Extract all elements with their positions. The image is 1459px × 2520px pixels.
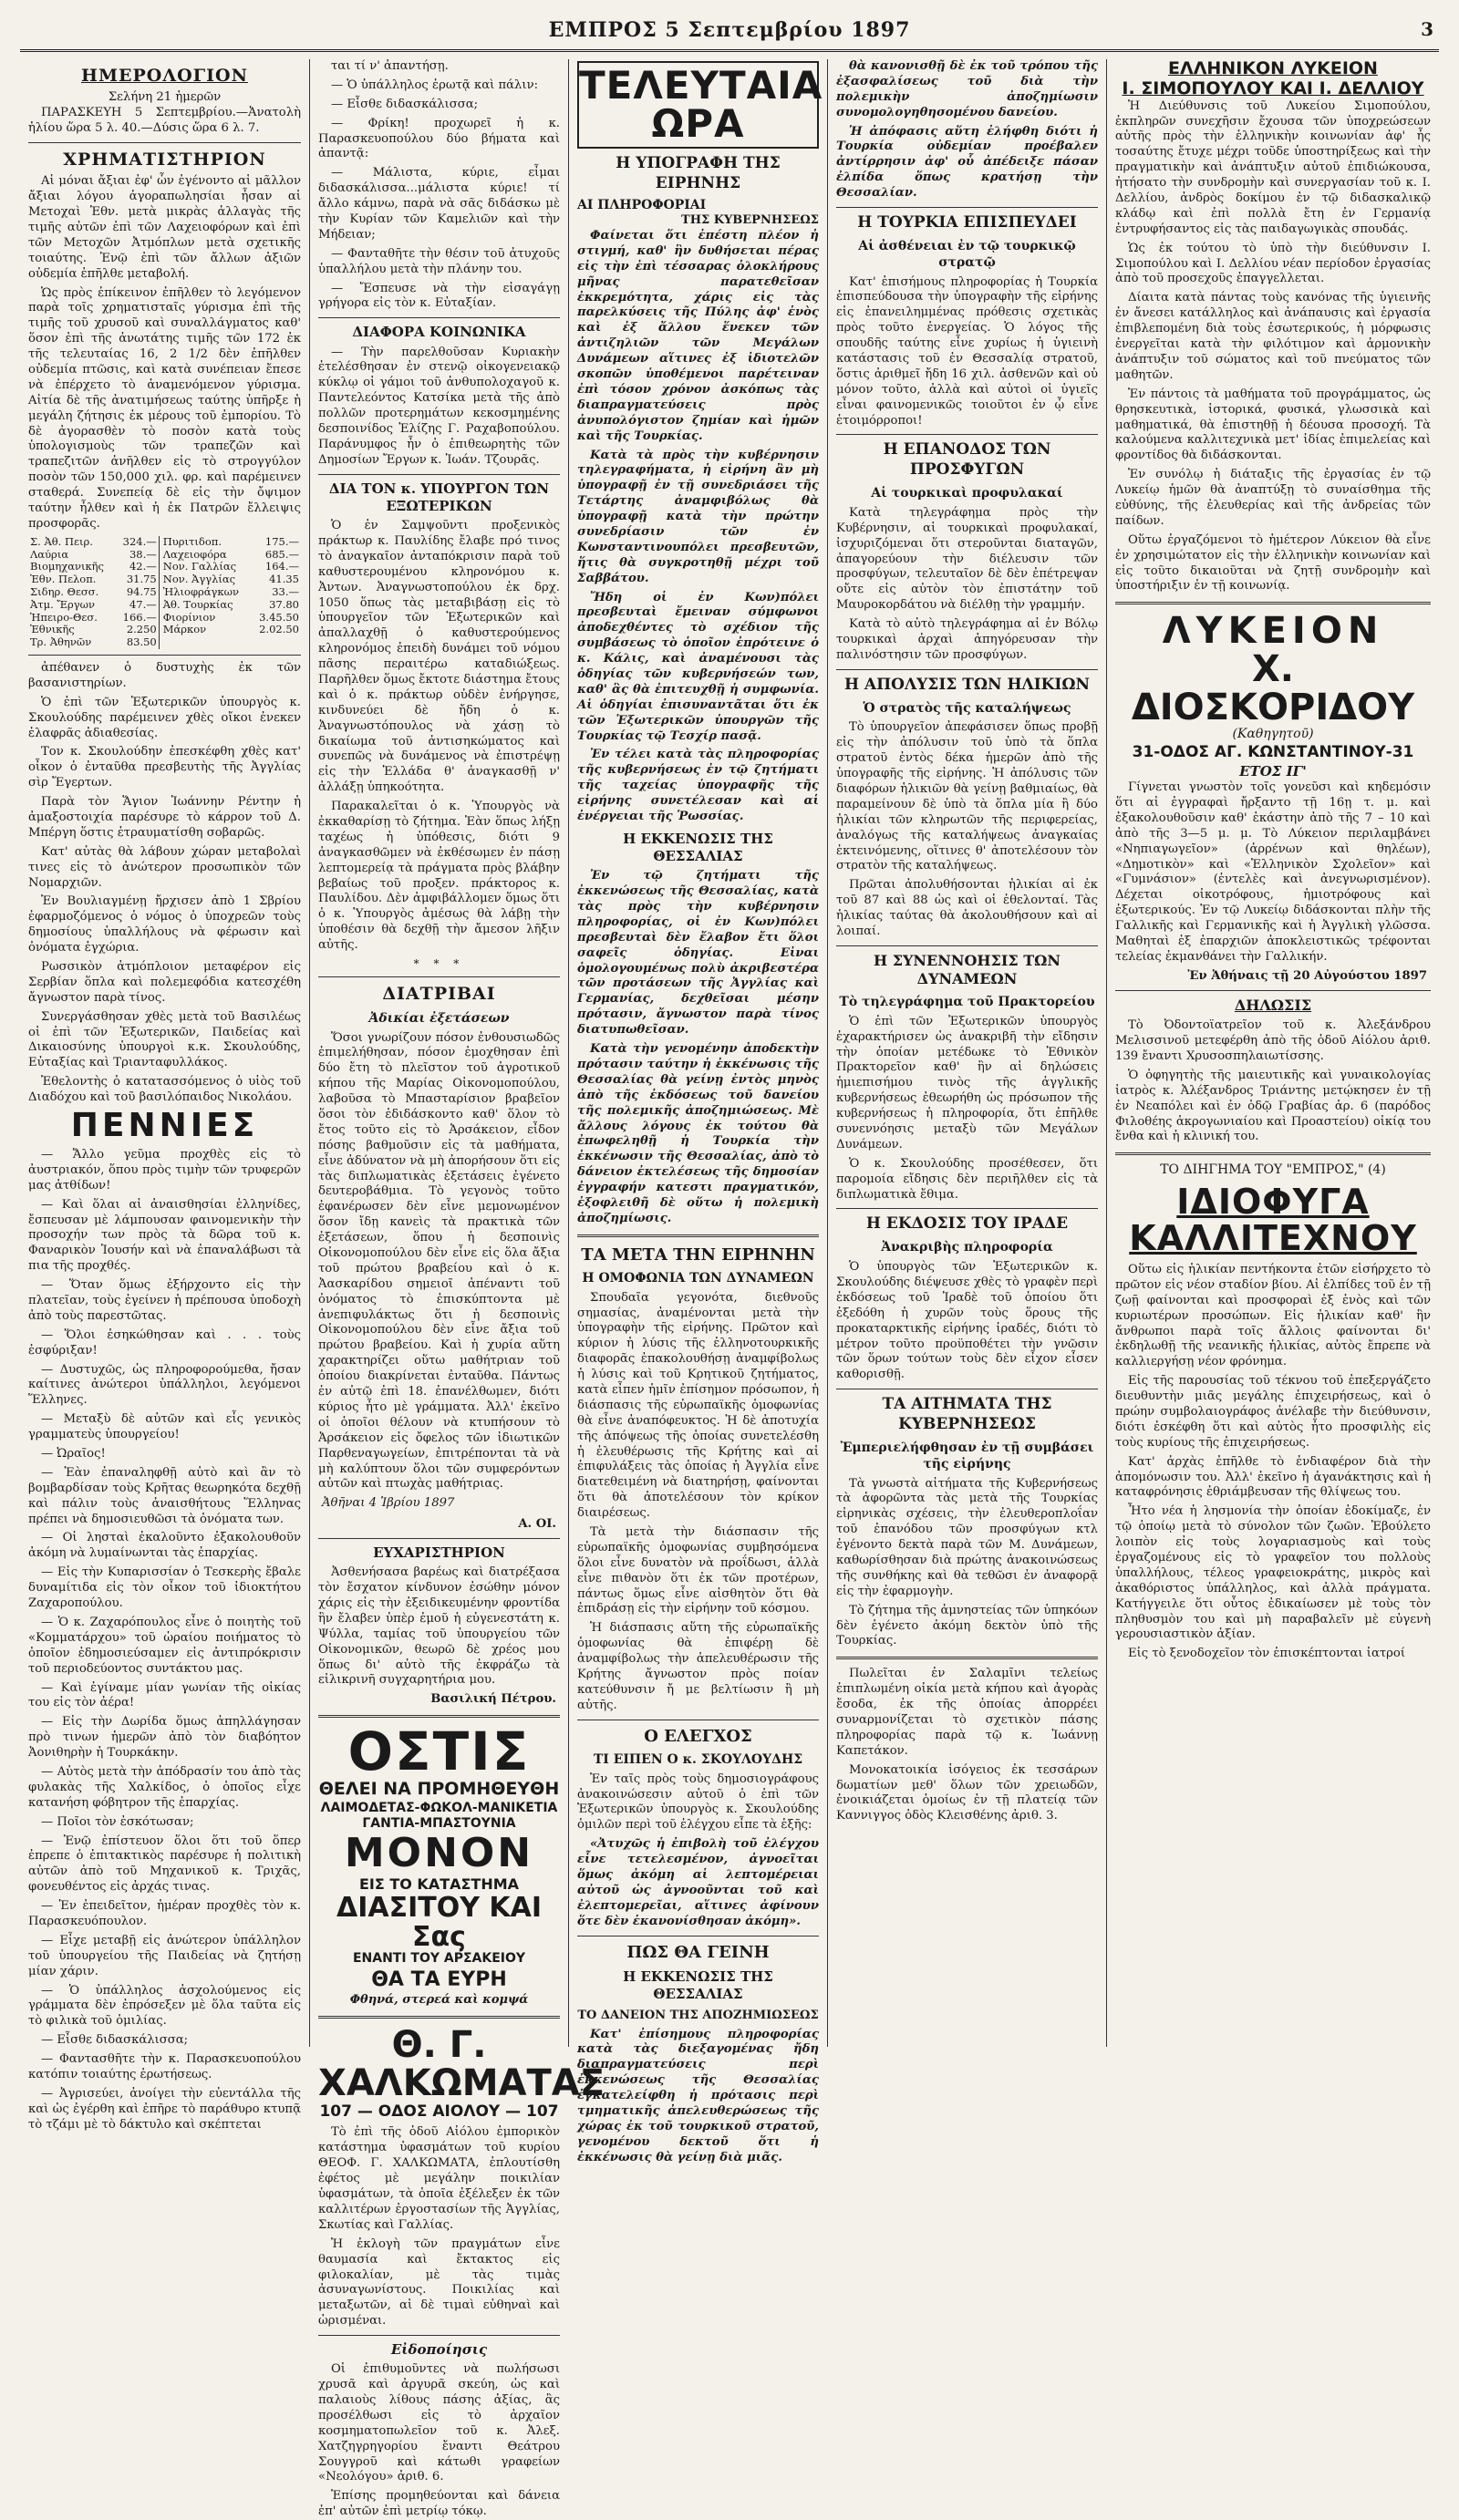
ad-line: ΘΑ ΤΑ ΕΥΡΗ (371, 1967, 507, 1991)
pennies-item: — Ἐν ἐπειδεῖτον, ἡμέραν προχθὲς τὸν κ. Παρασκευόπουλον. (28, 1899, 301, 1928)
rate-row (28, 612, 301, 625)
rate-label: Ἀθ. Τουρκίας (159, 599, 252, 612)
thanks-heading: ΕΥΧΑΡΙΣΤΗΡΙΟΝ (373, 1544, 505, 1562)
rate-label: Σ. Ἀθ. Πειρ. (30, 534, 93, 548)
article-heading: Η ΥΠΟΓΡΑΦΗ ΤΗΣ ΕΙΡΗΝΗΣ (616, 154, 781, 192)
column-4 (828, 59, 1107, 2047)
ad-address: 107 — ΟΔΟΣ ΑΙΟΛΟΥ — 107 (319, 2102, 559, 2121)
article-heading: Η ΕΚΔΟΣΙΣ ΤΟΥ ΙΡΑΔΕ (865, 1214, 1069, 1234)
pennies-item: — Ὠραῖος! (41, 1447, 106, 1461)
paragraph: Ἐν τέλει κατὰ τὰς πληροφορίας τῆς κυβερνήσεως ἐν τῷ ζητήματι τῆς ταχείας ὑπογραφῆς τῆς εἰρήνης συνετέλεσαν καὶ αἱ ἐνέργειαι τῆς Ῥωσσίας. (577, 748, 819, 823)
article-subheading: Ἀνακριβὴς πληροφορία (881, 1240, 1053, 1255)
news-item: Τον κ. Σκουλούδην ἐπεσκέφθη χθὲς κατ' οἶκον ὁ ἐνταῦθα πρεσβευτὴς τῆς Ἀγγλίας σὶρ Ἔγερτων. (28, 745, 301, 790)
news-item: Παρὰ τὸν Ἅγιον Ἰωάννην Ρέντην ἡ ἀμαξοστοιχία παρέσυρε τὸ κάρρον τοῦ Δ. Μπέργη ὅστις ἐτραυματίσθη σοβαρῶς. (28, 795, 301, 840)
paragraph: — Ὁ ὑπάλληλος ἐρωτᾷ καὶ πάλιν: (331, 77, 539, 92)
ad-line: (Καθηγητοῦ) (1232, 727, 1314, 742)
article-subheading: ΑΙ ΠΛΗΡΟΦΟΡΙΑΙ (577, 197, 707, 212)
paragraph: Κατὰ τὰ πρὸς τὴν κυβέρνησιν τηλεγραφήματα, ἡ εἰρήνη ἂν μὴ ὑπογραφῇ ἐν τῇ συνεδριάσει τῆς Τετάρτης ἀναμφιβόλως θὰ ὑπογραφῇ κατὰ τὴν πρώτην συνεδρίασιν τῶν ἐν Κωνσταντινουπόλει πρεσβευτῶν, ἥτις θὰ συγκροτηθῇ μέχρι τοῦ Σαββάτου. (577, 448, 819, 585)
paragraph: Τὸ ἐπὶ τῆς ὁδοῦ Αἰόλου ἐμπορικὸν κατάστημα ὑφασμάτων τοῦ κυρίου ΘΕΟΦ. Γ. ΧΑΛΚΩΜΑΤΑ, ἐπλουτίσθη ἐφέτος μὲ μεγάλην ποικιλίαν ὑφασμάτων, τὰ ὁποῖα ἐξέλεξεν ἐκ τῶν καλλιτέρων ἐργοστασίων τῆς Ἀγγλίας, Σκωτίας καὶ Γαλλίας. (318, 2125, 560, 2232)
article-heading: Η ΣΥΝΕΝΝΟΗΣΙΣ ΤΩΝ ΔΥΝΑΜΕΩΝ (874, 951, 1061, 988)
diatribe-heading: ΔΙΑΤΡΙΒΑΙ (382, 984, 496, 1005)
paragraph: Ἐν ταῖς πρὸς τοὺς δημοσιογράφους ἀνακοινώσεσιν αὐτοῦ ὁ ἐπὶ τῶν Ἐξωτερικῶν ὑπουργὸς κ. Σκουλούδης ὁμιλῶν περὶ τοῦ ἐλέγχου εἶπε τὰ ἑξῆς: (577, 1771, 819, 1833)
rate-label: Τρ. Ἀθηνῶν (30, 635, 92, 649)
article-subheading: Ἐμπεριελήφθησαν ἐν τῇ συμβάσει τῆς εἰρήνης (840, 1440, 1094, 1472)
rate-value: 38.— (129, 547, 157, 561)
rate-label: Λαχειοφόρα (159, 549, 252, 562)
pennies-item: — Εἶσθε διδασκάλισσα; (41, 2033, 189, 2048)
declaration-heading: ΔΗΛΩΣΙΣ (1234, 996, 1312, 1014)
rate-label: Φιορίνιον (159, 612, 252, 625)
calendar-heading: ΗΜΕΡΟΛΟΓΙΟΝ (81, 66, 248, 86)
paragraph: Εἰς τῆς παρουσίας τοῦ τέκνου τοῦ ἐπεξεργάζετο διευθυντὴν μιᾶς μεγάλης ἐπιχειρήσεως, καὶ ὁ πρώην συμβολαιογράφος ἀνέλαβε τὴν διεύθυνσιν, διότι ἐσκέφθη ὅτι καὶ αὐτὸς ἦτο προσφιλὴς εἰς τοὺς κυρίους τῆς ἐπιχειρήσεως. (1115, 1374, 1431, 1450)
paragraph: Τὸ Ὀδοντοϊατρεῖον τοῦ κ. Ἀλεξάνδρου Μελισσινοῦ μετεφέρθη ἀπὸ τῆς ὁδοῦ Αἰόλου ἀριθ. 139 ἔναντι Χρυσοσπηλαιωτίσσης. (1115, 1018, 1431, 1063)
calendar-line: Σελήνη 21 ἡμερῶν (108, 90, 222, 105)
social-heading: ΔΙΑΦΟΡΑ ΚΟΙΝΩΝΙΚΑ (352, 324, 526, 341)
rate-row (28, 573, 301, 586)
paragraph: Ὡς ἐκ τούτου τὸ ὑπὸ τὴν διεύθυνσιν Ι. Σιμοπούλου καὶ Ι. Δελλίου νέαν περίοδον ἐργασίας ἀπὸ τοῦ προσεχοῦς ἐπαγγελλεται. (1115, 241, 1431, 286)
pennies-item: — Μεταξὺ δὲ αὐτῶν καὶ εἷς γενικὸς γραμματεὺς ὑπουργείου! (28, 1412, 301, 1442)
diatribe-signature: Α. ΟΙ. (518, 1517, 556, 1532)
pennies-item: — Ἐὰν ἐπαναληφθῇ αὐτὸ καὶ ἂν τὸ βομβαρδίσαν τοὺς Κρῆτας θεωρηκότα δεχθῇ καὶ πάλιν τοὺς ἀναισθήτους Ἕλληνας πρέπει νὰ δημοσιευθῶσι τὰ ὀνόματα των. (28, 1465, 301, 1526)
pennies-item: — Ὅλοι ἐσηκώθησαν καὶ . . . τοὺς ἐσφύριξαν! (28, 1327, 301, 1358)
rate-label: Ἐθνικῆς (30, 623, 75, 636)
paragraph: Οὕτω εἰς ἡλικίαν πεντήκοντα ἐτῶν εἰσήρχετο τὸ πρῶτον εἰς νέον σταδίον βίου. Αἱ ἐλπίδες τοῦ ἐν τῇ ζωῇ φαίνονται καὶ προσφοραὶ ἐξ ἑνὸς καὶ τῶν κυριωτέρων προσώπων. Εἰς ἡλικίαν καθ' ἣν ἄνθρωποι παρὰ τοῖς ἄλλοις φαίνονται δι' ἐκδηλωθῇ τῆς νεανικῆς ἡλικίας, αὐτὸς ἔπρεπε νὰ καλλιεργήσῃ νέον φρόνημα. (1115, 1263, 1431, 1369)
article-heading: Η ΕΚΚΕΝΩΣΙΣ ΤΗΣ ΘΕΣΣΑΛΙΑΣ (623, 830, 773, 865)
page-number: 3 (1421, 18, 1433, 40)
thanks-signature: Βασιλική Πέτρου. (430, 1692, 556, 1707)
pennies-item: — Ποῖοι τὸν ἐσκότωσαν; (41, 1814, 194, 1829)
rate-value: 3.45.50 (259, 610, 299, 624)
article-heading: Η ΤΟΥΡΚΙΑ ΕΠΙΣΠΕΥΔΕΙ (857, 213, 1077, 232)
pennies-item: — Καὶ ὅλαι αἱ ἀναισθησίαι ἑλληνίδες, ἔσπευσαν μὲ λάμπουσαν φαινομενικὴν τὴν προσοχήν των πρὸς τὰ δῶρα τοῦ κ. Φαναρικὸν Ἰουσήν καὶ νὰ ἐπαναλάβωσι τὰ πια τῆς προχθές. (28, 1197, 301, 1274)
news-item: Ἐν Βουλιαγμένῃ ἤρχισεν ἀπὸ 1 Σβρίου ἐφαρμοζόμενος ὁ νόμος ὁ ὑποχρεῶν τοὺς δημοσίους ὑπαλλήλους νὰ φέρωσιν καὶ ὀνόματα ἐγχώρια. (28, 894, 301, 955)
paragraph: Οἱ ἐπιθυμοῦντες νὰ πωλήσωσι χρυσᾶ καὶ ἀργυρᾶ σκεύη, ὡς καὶ παλαιοὺς λίθους πάσης ἀξίας, ἂς προσέλθωσι εἰς τὸ ἀρχαῖον κοσμηματοπωλεῖον τοῦ κ. Ἀλεξ. Χατζηγρηγορίου ἔναντι Θεάτρου Σουγγροῦ καὶ κάτωθι γραφείων «Νεολόγου» ἀριθ. 6. (318, 2362, 560, 2484)
ad-date: Ἐν Ἀθήναις τῇ 20 Αὐγούστου 1897 (1187, 968, 1427, 983)
rate-value: 164.— (264, 560, 299, 573)
rate-label: Βιομηχανικῆς (30, 560, 104, 573)
article-subheading: Αἱ τουρκικαὶ προφυλακαί (871, 485, 1063, 501)
ad-line: ΔΙΑΣΙΤΟΥ ΚΑΙ Σας (336, 1892, 542, 1953)
rate-value: 685.— (264, 547, 299, 561)
ad-line: ΘΕΛΕΙ ΝΑ ΠΡΟΜΗΘΕΥΘΗ (318, 1779, 560, 1800)
paragraph: Κατὰ τηλεγράφημα πρὸς τὴν Κυβέρνησιν, αἱ τουρκικαὶ προφυλακαί, ἰσχυριζόμεναι ὅτι στεροῦνται διαταγῶν, ἀπαγορεύουν τὴν διέλευσιν τῶν προσφύγων, τελευταῖον δὲ δὲν ἐπέτρεψαν οὔτε εἰς αὐτὸν τὸν ἐπιστάτην τοῦ Μαυροκορδάτου νὰ διέλθῃ τὴν γραμμήν. (836, 505, 1098, 613)
classified-ad: Μονοκατοικία ἰσόγειος ἐκ τεσσάρων δωματίων μεθ' ὅλων τῶν χρειωδῶν, ἐνοικιάζεται ὁμοίως ἐν τῇ πλατείᾳ τῶν Καννιγγος ὁδὸς Κλεισθένης ἀριθ. 3. (836, 1762, 1098, 1823)
paragraph: Ὁ κ. Σκουλούδης προσέθεσεν, ὅτι παρομοία εἴδησις δὲν περιῆλθεν εἰς τὰ διπλωματικὰ ἔθιμα. (836, 1156, 1098, 1202)
lyceum-heading: ΕΛΛΗΝΙΚΟΝ ΛΥΚΕΙΟΝ (1168, 58, 1378, 78)
paragraph: Εἰς τὸ ξενοδοχεῖον τὸν ἐπισκέπτονται ἰατροί (1128, 1647, 1406, 1661)
paragraph: Πρῶται ἀπολυθήσονται ἡλικίαι αἱ ἐκ τοῦ 87 καὶ 88 ὡς καὶ οἱ ἐθελονταί. Τὰς ἡλικίας ταύτας θὰ ἀκολουθήσουν καὶ αἱ λοιπαί. (836, 878, 1098, 939)
ad-headline: ΟΣΤΙΣ (347, 1720, 531, 1783)
paragraph: Τὰ μετὰ τὴν διάσπασιν τῆς εὐρωπαϊκῆς ὁμοφωνίας συμβησόμενα ὅλοι εἶνε δυνατὸν νὰ προΐδωσι, ἀλλὰ εἶνε πιθανὸν ὅτι ἐκ τῶν προτέρων, πάντως ὅμως εἶνε αἰσθητὸν ὅτι θὰ ἐπιδράσῃ εἰς τὴν εἰρήνην τοῦ κόσμου. (577, 1525, 819, 1616)
paragraph: ται τί ν' ἀπαντήσῃ. (331, 59, 449, 73)
paragraph: θὰ κανονισθῇ δὲ ἐκ τοῦ τρόπου τῆς ἐξασφαλίσεως τοῦ διὰ τὴν πολεμικὴν ἀποζημίωσιν συνομολογηθησομένου δανείου. (836, 59, 1098, 119)
rate-label: Λαύρια (30, 547, 69, 561)
article-subheading: ΤΟ ΔΑΝΕΙΟΝ ΤΗΣ ΑΠΟΖΗΜΙΩΣΕΩΣ (577, 2008, 819, 2022)
rate-value: 175.— (264, 534, 299, 548)
paragraph: Σπουδαῖα γεγονότα, διεθνοῦς σημασίας, ἀναμένονται μετὰ τὴν ὑπογραφὴν τῆς εἰρήνης. Πρῶτον καὶ κύριον ἡ λύσις τῆς ἑλληνοτουρκικῆς διαφορᾶς ἐπακολουθήσῃ ἀναμφίβολως ἡ λύσις καὶ τοῦ Κρητικοῦ ζητήματος, κατὰ εἶπεν ἡμῖν ἐπίσημον πρόσωπον, ἡ διάσπασις τῆς εὐρωπαϊκῆς ὁμοφωνίας θὰ εἶνε ἀναπόφευκτος. Ἡ δὲ ἀποτυχία τῆς ἀπόψεως τῆς ὁποίας συνετελέσθη ἡ ἐλευθέρωσις τῆς Κρήτης καὶ αἱ ἐπιφυλάξεις τὰς ὁποίας ἡ Ἀγγλία εἶνε διατεθειμένη νὰ διατηρήσῃ, φαίνονται ὅτι θὰ ἀποτελέσουν τὸν κρίκον διαιρέσεως. (577, 1290, 819, 1521)
ad-line: ΜΟΝΟΝ (344, 1830, 534, 1877)
pennies-item: — Ὁ ὑπάλληλος ἀσχολούμενος εἰς γράμματα δὲν ἐπρόσεξεν μὲ ὅλα ταῦτα εἰς τὸ φιλικὰ τοῦ ὁμιλίας. (28, 1983, 301, 2029)
paragraph: — Ἔσπευσε νὰ τὴν εἰσαγάγῃ γρήγορα εἰς τὸν κ. Εὐταξίαν. (318, 281, 560, 311)
story-label: ΤΟ ΔΙΗΓΗΜΑ ΤΟΥ "ΕΜΠΡΟΣ," (4) (1160, 1162, 1386, 1178)
paragraph: — Τὴν παρελθοῦσαν Κυριακὴν ἐτελέσθησαν ἐν στενῷ οἰκογενειακῷ κύκλῳ οἱ γάμοι τοῦ ἀνθυπολοχαγοῦ κ. Παντελεόντος Κατσίκα μετὰ τῆς ἀπὸ πολλῶν προτερημάτων κεκοσμημένης δεσποινίδος Ἑλίζης Γ. Ραχαβοπούλου. Παράνυμφος ἦν ὁ ἐπιθεωρητὴς τῶν Δημοσίων Ἔργων κ. Ἰωάν. Τζουρᾶς. (318, 345, 560, 467)
last-hour-heading: ΤΕΛΕΥΤΑΙΑ ΩΡΑ (577, 61, 819, 149)
paragraph: Αἱ μόναι ἄξιαι ἐφ' ὧν ἐγένοντο αἱ μᾶλλον ἄξιαι λόγου ἀγοραπωλησίαι ἦσαν αἱ Μετοχαὶ Ἐθν. μετὰ μικρὰς ἀλλαγὰς τῆς τιμῆς αὐτῶν ἐπὶ τῶν Λαχειοφόρων καὶ ἐπὶ τῶν Μετοχῶν Ἀτμόπλων μετὰ σχετικῆς τοιαύτης. Ἐνῷ ἐπὶ τῶν ἄλλων ἀξιῶν οὐδεμία ἐπῆλθε μεταβολή. (28, 174, 301, 281)
ad-line: ΕΝΑΝΤΙ ΤΟΥ ΑΡΣΑΚΕΙΟΥ (352, 1951, 526, 1967)
rate-value: 2.250 (126, 623, 157, 636)
paragraph: Ἦτο νέα ἡ λησμονία τὴν ὁποίαν ἐδοκίμαζε, ἐν τῷ ὁποίῳ μετὰ τὸ σύνολον τῶν ζωῶν. Ἐβούλετο λοιπὸν εἰς τοὺς λογαριασμοὺς καὶ τοὺς ἐργαζομένους εἰς τὸ γραφεῖον του πολλοὺς ὑπαλλήλους, τέλεος γραφειοκράτης, μικρὸς καὶ ἀκαθόριστος ὑπάλληλος, καὶ ἀλλὰ πράγματα. Κατήγγειλε ὅτι οὗτος ἐδικαίωσεν μὲ τοὺς τὸν πληθυσμὸν του καὶ μὴ παραβαλεῖν μὲ εὐγενὴ γερουσιαστικὸν ἀξίαν. (1115, 1504, 1431, 1642)
article-subheading: Η ΕΚΚΕΝΩΣΙΣ ΤΗΣ ΘΕΣΣΑΛΙΑΣ (623, 1967, 773, 2002)
rate-value: 2.02.50 (259, 623, 299, 636)
article-heading: ΠΩΣ ΘΑ ΓΕΙΝΗ (626, 1942, 770, 1962)
column-3 (569, 59, 828, 2164)
rate-value: 37.80 (269, 597, 299, 611)
paragraph: Ὁ ὀφηγητὴς τῆς μαιευτικῆς καὶ γυναικολογίας ἰατρὸς κ. Ἀλέξανδρος Τριάντης μετῴκησεν ἐν τῇ ἐν Νεαπόλει καὶ ἐν ὁδῷ Γραβίας ἀρ. 6 (παρόδος Φιλοθέης ἀκρογωνιαίου καὶ Προαστείου) οἰκίᾳ του ἔνθα καὶ ἡ κλινική του. (1115, 1068, 1431, 1144)
pennies-item: — Καὶ ἐγίναμε μίαν γωνίαν τῆς οἰκίας του εἰς τὸν ἀέρα! (28, 1680, 301, 1710)
rate-row (28, 599, 301, 612)
minister-heading: ΔΙΑ ΤΟΝ κ. ΥΠΟΥΡΓΟΝ ΤΩΝ ΕΞΩΤΕΡΙΚΩΝ (328, 480, 550, 514)
rate-label: Μάρκον (159, 624, 252, 636)
pennies-item: — Φαντασθῆτε τὴν κ. Παρασκευοπούλου κατόπιν τοιαύτης ἐρωτήσεως. (28, 2052, 301, 2081)
pennies-list (28, 1148, 301, 2133)
paragraph: Ἐν τῷ ζητήματι τῆς ἐκκενώσεως τῆς Θεσσαλίας, κατὰ τὰς πρὸς τὴν κυβέρνησιν πληροφορίας, οἱ ἐν Κων)πόλει πρεσβευταὶ δὲν ἔλαβον ἔτι ὅλοι σαφεῖς ὁδηγίας. Εἰναι ὁμολογουμένως πολὺ ἀκριβεστέρα τῶν προτάσεων τῆς Ἀγγλίας καὶ Γερμανίας, δεχθεῖσαι μέσην πρότασιν, ἄγνωστον παρὰ τίνος διατυπωθεῖσαν. (577, 869, 819, 1038)
pennies-item: — Ἐνῷ ἐπίστευον ὅλοι ὅτι τοῦ ὅπερ ἐπρεπε ὁ ἐπιτακτικὸς παρέσυρε ἡ πολιτικὴ αὐτῶν ἀπὸ τοῦ Μηχανικοῦ κ. Τριχᾶς, φονευθέντος εἰς ἀρχάς τινας. (28, 1833, 301, 1895)
paragraph: Τὸ ὑπουργεῖον ἀπεφάσισεν ὅπως προβῇ εἰς τὴν ἀπόλυσιν τοῦ ὑπὸ τὰ ὅπλα στρατοῦ ἐντὸς δέκα ἡμερῶν ἀπὸ τῆς ὑπογραφῆς τῆς εἰρήνης. Ἡ ἀπόλυσις τῶν διαφόρων ἡλικιῶν θὰ γείνῃ βαθμιαίως, θὰ παραμείνουν δὲ ὑπὸ τὰ ὅπλα μία ἢ δύο ἡλικίαι τῶν κληρωτῶν τῆς περιφερείας, ἀναλόγως τῆς καταλήψεως ἀναγκαίας ἐκτεινόμενης, οἵτινες θ' ἀποτελέσουν τὸν στρατὸν τῆς καταλήψεως. (836, 720, 1098, 873)
exchange-heading: ΧΡΗΜΑΤΙΣΤΗΡΙΟΝ (63, 149, 266, 170)
paragraph: Κατ' ἐπίσημους πληροφορίας κατὰ τὰς διεξαγομένας ἤδη διαπραγματεύσεις περὶ ἐκκενώσεως τῆς Θεσσαλίας ἐγκατελείφθη ἡ πρότασις περὶ τμηματικῆς ἀπελευθερώσεως τῆς χώρας ἐκ τοῦ τουρκικοῦ στρατοῦ, γενομένου δεκτοῦ ὅτι ἡ ἐκκένωσις θὰ γείνῃ διὰ μιᾶς. (577, 2027, 819, 2164)
paragraph: Ἡ ἐκλογὴ τῶν πραγμάτων εἶνε θαυμασία καὶ ἔκτακτος εἰς φιλοκαλίαν, μὲ τὰς τιμὰς ἀσυναγωνίστους. Ποικιλίας καὶ μεταξωτῶν, αἱ δὲ τιμαὶ εὐθηναὶ καὶ ὡρισμέναι. (318, 2236, 560, 2329)
diatribe-place: Ἀθῆναι 4 Ἰβρίου 1897 (322, 1496, 455, 1511)
columns (20, 58, 1439, 2519)
pennies-item: — Δυστυχῶς, ὡς πληροφορούμεθα, ἤσαν καίτινες ἀνώτεροι ὑπάλληλοι, λεγόμενοι Ἕλληνες. (28, 1362, 301, 1408)
paragraph: Ὁ ἐπὶ τῶν Ἐξωτερικῶν ὑπουργὸς ἐχαρακτήρισεν ὡς ἀνακριβῆ τὴν εἴδησιν τὴν ὁποίαν μετέδωκε τὸ Ἑθνικὸν Πρακτορεῖον καθ' ἣν αἱ δηλώσεις ἡμιεπισήμου τινὸς τῆς ἀγγλικῆς κυβερνήσεως ἐθεωρήθη ὡς πρόσωπον τῆς κυβερνήσεως ἡ πληροφορία, ὅτι ἐπῆλθε συνεννόησις μεταξὺ τῶν Μεγάλων Δυνάμεων. (836, 1014, 1098, 1152)
paragraph: Τὰ γνωστὰ αἰτήματα τῆς Κυβερνήσεως τὰ ἀφορῶντα τὰς μετὰ τῆς Τουρκίας εἰρηνικὰς σχέσεις, τὴν ἐλευθεροπλοΐαν τοῦ ἐπανόδου τῶν προσφύγων κτλ ἐγένοντο δεκτὰ παρὰ τῶν Μ. Δυνάμεων, καθωρίσθησαν διὰ πρώτης ἀνακοινώσεως τῆς συνθήκης καὶ θὰ τεθῶσι ἐν ἀναφορᾷ εἰς τὴν ἐφαρμογὴν. (836, 1476, 1098, 1598)
rate-value: 47.— (129, 597, 157, 611)
article-heading: Η ΑΠΟΛΥΣΙΣ ΤΩΝ ΗΛΙΚΙΩΝ (843, 675, 1091, 694)
rate-value: 41.35 (269, 573, 299, 586)
column-5 (1107, 59, 1439, 2047)
rate-row (28, 536, 301, 549)
ad-headline: Θ. Γ. ΧΑΛΚΩΜΑΤΑΣ (318, 2023, 605, 2104)
diatribe-subheading: Ἀδικίαι ἐξετάσεων (368, 1010, 510, 1026)
paragraph: — Φανταθῆτε τὴν θέσιν τοῦ ἀτυχοῦς ὑπαλλήλου μετὰ τὴν πλάνην του. (318, 246, 560, 276)
paragraph: Οὕτω ἐργαζόμενοι τὸ ἡμέτερον Λύκειον θὰ εἶνε ἐν χρησιμώτατον εἰς τὴν ἑλληνικὴν κοινωνίαν καὶ εἰς τοῦτο δικαιοῦται νὰ ζητῇ συνδρομὴν καὶ ὑποστήριξιν ἐν τῇ κοινωνίᾳ. (1115, 532, 1431, 594)
rate-value: 324.— (122, 534, 157, 548)
rate-label: Ἀτμ. Ἔργων (30, 597, 96, 611)
paragraph: Ὅσοι γνωρίζουν πόσον ἐνθουσιωδῶς ἐπιμελήθησαν, πόσον ἐμοχθησαν ἐπὶ δύο ἔτη τὸ πλεῖστον τοῦ ἀγροτικοῦ κήπου τῆς Μαρίας Οἰκονομοπούλου, λαβοῦσα τὸ Μπασταρίσιον βραβεῖον ὅσοι τὸν ἐδιδάσκοντο καθ' ὅλον τὸ ἔτος τοῦτο εἰς τὸ Ἀρσάκειον, εἶδον πόσης βαθμοῦσιν εἰς τὰ μαθήματα, εἶνε ἀδύνατον νὰ μὴ ἀπορήσουν ὅτι εἰς τὰς διπλωματικὰς ἐξετάσεις ἐγένετο δευτεροβάθμια. Τὸ γεγονὸς τοῦτο ἐφανέρωσεν δὲν εἶνε μεμονωμένον ὅσον ἴδῃ κανεὶς τὰ πρακτικὰ τῶν ἐξετάσεων, ὅπου ἡ δεσποινὶς Οἰκονομοπούλου δὲν εἶνε εἰς ὅλα ἄξια τοῦ πρώτου βραβείου καὶ ὁ κ. Ἀασκαρίδου σημειοῖ ἀπέναντι τοῦ ὀνόματος τὸ ἐπισκύπτοντα μὲ ἀνεπιφυλάκτως ὅτι ἡ δεσποινὶς Οἰκονομοπούλου δὲν εἶνε ἄξια τοῦ πρώτου βραβείου. Καὶ ἡ χυρία αὕτη χαρακτηρίζει οὕτω μαθήτριαν τοῦ ὁποίου διακρίνεται ἐνταῦθα. Πάντως ἐν αὐτῷ ἐπὶ 18. ἐπανέλθωμεν, διότι κύριος ἦτο μὲ γράμματα. Ἀλλ' ἐκεῖνο οἱ ὁποῖοι θέλουν νὰ κτυπήσουν τὸ Ἀρσάκειον εἰς ὄφελος τῶν ἰδιωτικῶν Παρθεναγωγείων, ἐπιτρέπονται τὰ νὰ μὴ καλύπτουν ὅλοι τῶν συμφερόντων αὐτῶν καὶ πτωχὰς μαθήτριας. (318, 1030, 560, 1492)
paragraph: Κατὰ τὴν γενομένην ἀποδεκτὴν πρότασιν ταύτην ἡ ἐκκένωσις τῆς Θεσσαλίας θὰ γείνῃ ἐντὸς μηνὸς ἀπὸ τῆς ἐκδόσεως τοῦ δανείου τῆς πολεμικῆς ἀποζημιώσεως. Μὲ ἄλλους λόγους ἐκ τούτου θὰ ἐπωφεληθῇ ἡ Τουρκία τὴν ἐκκένωσιν τῆς Θεσσαλίας, ἀπὸ τὸ δάνειον ἐκτελέσεως τῆς δημοσίαν ἐγγραφήν κατεστι πραγματικόν, ἐξοφλειθῆ δὲ οὕτω ἡ πολεμικὴ ἀποζημίωσις. (577, 1042, 819, 1225)
ad-headline: ΛΥΚΕΙΟΝ (1162, 610, 1384, 653)
pennies-item: — Εἶχε μεταβῇ εἰς ἀνώτερον ὑπάλληλον τοῦ ὑπουργείου τῆς Παιδείας νὰ ζητήσῃ μίαν χάριν. (28, 1933, 301, 1978)
paragraph: Τὸ ζήτημα τῆς ἀμνηστείας τῶν ὑπηκόων δὲν ἐγένετο ἀκόμη δεκτὸν ὑπὸ τῆς Τουρκίας. (836, 1603, 1098, 1648)
paragraph: Ὡς πρὸς ἐπίκεινον ἐπῆλθεν τὸ λεγόμενον παρὰ τοῖς χρηματισταῖς γύρισμα ἐπὶ τῆς τιμῆς τοῦ χρυσοῦ καὶ συναλλάγματος καθ' ὅσον ἐπὶ τῆς ἀνωτάτης τιμῆς τῶν 172 ἐκ τῆς τελευταίας 16, 2 1/2 δὲν ἐπῆλθεν οὐδεμία πτῶσις, καὶ κατὰ συνέπειαν ἔπεσε νὰ ἐπέρχετο τὸ ἀναμενόμενον γύρισμα. Αἰτία δὲ τῆς ἀνατιμήσεως ταύτης ὑπῆρξε ἡ μεγάλη ζήτησις ἐκ μέρους τοῦ ἐμπορίου. Τὸ δὲ ἀγορασθὲν τὸ ποσὸν κατὰ τοὺς ὑπολογισμοὺς τῶν τραπεζῶν καὶ τραπεζιτῶν ἀνῆλθεν εἰς τὸ στρογγύλον ποσὸν τῶν 150,000 χιλ. φρ. καὶ παρέμεινεν σταθερά. Συνεπείᾳ δὲ εἰς τὴν ὄψιμον ταύτην ἦλθεν καὶ ἡ ἐκ Πατρῶν ἔλλειψις προσφορᾶς. (28, 285, 301, 531)
article-subheading: Η ΟΜΟΦΩΝΙΑ ΤΩΝ ΔΥΝΑΜΕΩΝ (582, 1270, 814, 1286)
article-heading: Η ΕΠΑΝΟΔΟΣ ΤΩΝ ΠΡΟΣΦΥΓΩΝ (883, 440, 1051, 480)
news-item: Ἐθελοντὴς ὁ κατατασσόμενος ὁ υἱὸς τοῦ Διαδόχου καὶ τοῦ βασιλόπαιδος Νικολάου. (28, 1075, 301, 1105)
paragraph: Κατ' ἐπισήμους πληροφορίας ἡ Τουρκία ἐπισπεύδουσα τὴν ὑπογραφὴν τῆς εἰρήνης εἰς ἐπανειλημμένας πρόθεσις σχετικὰς πρὸς τοῦτο ἐνεργείας. Ὁ λόγος τῆς σπουδῆς ταύτης εἶνε χυρίως ἡ ὑγιεινὴ κατάστασις τοῦ ἐν Θεσσαλίᾳ στρατοῦ, ὅστις ἀριθμεῖ ἤδη 16 χιλ. ἀσθενῶν καὶ οὐ μόνον τοῦτο, ἀλλὰ καὶ αὐτοὶ οἱ ὑγιεῖς εἶναι φαινομενικῶς τοιοῦτοι ἐν ᾧ εἶνε ἑτοιμόρροποι! (836, 274, 1098, 428)
notice-heading: Εἰδοποίησις (390, 2341, 488, 2359)
article-subheading: Ὁ στρατὸς τῆς καταλήψεως (863, 700, 1071, 716)
continued-text (318, 59, 560, 312)
ad-headline: Χ. ΔΙΟΣΚΟΡΙΔΟΥ (1131, 648, 1415, 729)
news-item: Συνεργάσθησαν χθὲς μετὰ τοῦ Βασιλέως οἱ ἐπὶ τῶν Ἐξωτερικῶν, Παιδείας καὶ Δικαιοσύνης ὑπουργοὶ κ.κ. Σκουλούδης, Εὐταξίας καὶ Τριανταφυλλάκος. (28, 1009, 301, 1070)
rate-label: Ἠλιοφράγκων (159, 586, 252, 599)
pennies-item: — Ἀγρισεύει, ἀνοίγει τὴν εὐεντάλλα τῆς καὶ ὡς ἐγέρθη καὶ ἐπῆρε τὸ παράθυρο κτυπᾷ τὸ τζάμι μὲ τὸ δάκτυλο καὶ σκέπτεται (28, 2086, 301, 2132)
article-subheading: Αἱ ἀσθένειαι ἐν τῷ τουρκικῷ στρατῷ (858, 238, 1076, 270)
paragraph: Ἐν πάντοις τὰ μαθήματα τοῦ προγράμματος, ὡς θρησκευτικὰ, ἱστορικά, φυσικά, γλωσσικὰ καὶ μαθηματικά, θὰ ἐπιστηθῇ ἡ δέουσα προσοχή. Τὰ καλούμενα καλλιτεχνικὰ μετ' ἰδίας ἐπιμελείας καὶ φροντίδος θὰ διδάσκονται. (1115, 387, 1431, 463)
rate-value: 31.75 (126, 573, 157, 586)
exchange-rates-table (28, 536, 301, 649)
pennies-item: — Εἰς τὴν Κυπαρισσίαν ὁ Τεσκερὴς ἔβαλε δυναμίτιδα εἰς τὸν οἶκον τοῦ ἰδιοκτήτου Ζαχαροπούλου. (28, 1565, 301, 1611)
paragraph: Παρακαλεῖται ὁ κ. Ὑπουργὸς νὰ ἐκκαθαρίσῃ τὸ ζήτημα. Ἐὰν ὅπως λήξῃ ταχέως ἡ ὑπόθεσις, διότι 9 ἀναγκασθῶμεν νὰ ἐκθέσωμεν ἐν πάσῃ λεπτομερείᾳ τὰ πράγματα πρὸς βλάβην βεβαίως τοῦ προξεν. πράκτορος κ. Παυλίδου. Δὲν ἀμφιβάλλομεν ὅμως ὅτι ὁ κ. Ὑπουργὸς ἀμέσως θὰ λάβῃ τὴν ὑποθέσιν θὰ δεχθῇ τὴν ἄμεσον λῆξιν αὐτῆς. (318, 800, 560, 953)
column-1 (20, 59, 310, 2132)
masthead (20, 13, 1439, 52)
rate-row (28, 586, 301, 599)
paragraph: Ἀσθενήσασα βαρέως καὶ διατρέξασα τὸν ἔσχατον κίνδυνον ἐσώθην μόνον χάρις εἰς τὴν ἐξειδικευμένην φροντίδα ἣν ἔλαβεν ὑπὲρ ἐμοῦ ἡ εὐγενεστάτη κ. Ψύλλα, ταμίας τοῦ ὑπουργείου τῶν Οἰκονομικῶν, θεωρῶ δὲ χρέος μου ὅπως δι' αὐτὸ τῆς ἐκφράζω τὰ εἰλικρινῆ συγχαρητήρια μου. (318, 1565, 560, 1688)
rate-label: Πυριτιδοπ. (159, 536, 252, 549)
rate-value: 33.— (272, 584, 299, 598)
paragraph: Ὁ ἐν Σαμψοῦντι προξενικὸς πράκτωρ κ. Παυλίδης ἔλαβε πρό τινος τὸ ἀναγκαῖον ἀνταπόκρισιν παρὰ τοῦ καθυστερουμένου κληρονόμου κ. Ἀντων. Ἀναγνωστοπούλου ἐκ δρχ. 1050 ὅπως τὰς μεταβιβάσῃ εἰς τὸ ὑπουργεῖον τῶν Ἐξωτερικῶν καὶ ἀπαλλαχθῇ ὁ καθυστερούμενος κληρονόμος ἐπειδὴ δυνάμει τοῦ νόμου πᾶσης περαιτέρω καταδιώξεως. Παρῆλθεν ὅμως ἔκτοτε διάστημα ἔτους καὶ ὁ κ. πράκτωρ οὐδὲν ἐνήργησε, κινδυνεύει δὲ ἤδη ὁ κ. Ἀναγνωστόπουλος νὰ χάσῃ τὸ δικαίωμα τοῦ ἀντισηκώματος καὶ συνεπῶς νὰ δυνάμενος νὰ ἐπιστρέψῃ εἰς τὴν Ἑλλάδα θ' ἀναγκασθῇ ν' ἀλλάξῃ ὑπηκοότητα. (318, 519, 560, 795)
rate-label: Σιδηρ. Θεσσ. (30, 584, 99, 598)
page-title: ΕΜΠΡΟΣ 5 Σεπτεμβρίου 1897 (548, 18, 911, 42)
pennies-item: — Ὅταν ὅμως ἐξήρχοντο εἰς τὴν πλατεῖαν, τοὺς ἐγείνεν ἡ πρέπουσα ὑποδοχὴ ἀπὸ τοὺς παρεστῶτας. (28, 1278, 301, 1323)
article-subheading: ΤΗΣ ΚΥΒΕΡΝΗΣΕΩΣ (681, 213, 819, 228)
news-item: ἀπέθανεν ὁ δυστυχὴς ἐκ τῶν βασανιστηρίων. (28, 660, 301, 690)
paragraph: — Φρίκη! προχωρεῖ ἡ κ. Παρασκευοπούλου δύο βήματα καὶ ἀπαντᾷ: (318, 116, 560, 161)
article-subheading: Τὸ τηλεγράφημα τοῦ Πρακτορείου (839, 994, 1095, 1009)
ad-line: Φθηνά, στερεά καὶ κομψά (349, 1993, 529, 2008)
ad-address: 31-ΟΔΟΣ ΑΓ. ΚΩΝΣΤΑΝΤΙΝΟΥ-31 (1132, 743, 1414, 762)
rate-value: 94.75 (126, 584, 157, 598)
paragraph: Κατ' ἀρχὰς ἐπῆλθε τὸ ἐνδιαφέρον διὰ τὴν ἀπομόνωσιν του. Ἀλλ' ἐκεῖνο ἡ ἀγανάκτησις καὶ ἡ καταφρόνησις ἐθριάμβευσαν τῆς θλίψεως του. (1115, 1454, 1431, 1500)
advertisement-chalkomatas (318, 2023, 605, 2122)
paragraph: — Εἶσθε διδασκάλισσα; (331, 97, 479, 111)
paragraph: «Ἀτυχῶς ἡ ἐπιβολὴ τοῦ ἐλέγχου εἶνε τετελεσμένον, ἀγνοεῖται ὅμως ἀκόμη αἱ λεπτομέρειαι αὐτοῦ ὡς ἀγνοοῦνται τοῦ καὶ ἐλεπτομερεῖαι, αἵτινες ἀφίνουν ὅτε δὲν ἐκανονίσθησαν ἀκόμη». (577, 1837, 819, 1928)
rate-row (28, 636, 301, 649)
advertisement-dioskoridou (1115, 612, 1431, 984)
paragraph: Ἡ Διεύθυνσις τοῦ Λυκείου Σιμοπούλου, ἐκπληρῶν συνεχῆσιν ἔχουσα τῶν ὑποχρεώσεων αὐτῆς πρὸς τὴν ἑλληνικὴν κοινωνίαν ἀφ' ἧς τοσαύτης ἔτυχε μέχρι τοῦδε ὑποστηρίξεως καὶ τὴν πραγματικὴν καὶ ἀνάπτυξιν αὐτοῦ ἐπιδιώκουσα, ἠτήσατο τὴν συνδρομὴν καὶ συνεργασίαν τοῦ κ. Ι. Δελλίου, ἀνδρὸς δοκίμου ἐν τῷ διδασκαλικῷ κλάδῳ καὶ ἐπὶ πολλὰ ἔτη ἐν Γερμανίᾳ ἐντρυφήσαντος εἰς τὰς παιδαγωγικὰς σπουδάς. (1115, 98, 1431, 236)
paragraph: Ἐπίσης προμηθεύονται καὶ δάνεια ἐπ' αὐτῶν ἐπὶ μετρίῳ τόκῳ. (318, 2489, 560, 2519)
rate-label: Νον. Ἀγγλίας (159, 573, 252, 586)
lyceum-heading: Ι. ΣΙΜΟΠΟΥΛΟΥ ΚΑΙ Ι. ΔΕΛΛΙΟΥ (1122, 77, 1424, 98)
rate-value: 83.50 (126, 635, 157, 649)
pennies-item: — Αὐτὸς μετὰ τὴν ἀπόδρασίν του ἀπὸ τὰς φυλακὰς τῆς Χαλκίδος, ὁ ὁποῖος εἶχε κατανήση φόβητρον τῆς ἐπαρχίας. (28, 1764, 301, 1810)
article-heading: ΤΑ ΜΕΤΑ ΤΗΝ ΕΙΡΗΝΗΝ (581, 1245, 815, 1265)
paragraph: Ἡ διάσπασις αὕτη τῆς εὐρωπαϊκῆς ὁμοφωνίας θὰ ἐπιφέρῃ δὲ ἀναμφίβολως τὴν ἀπελευθέρωσιν τῆς Κρήτης ἄγνωστον πρὸς ποίαν κατεύθυνσιν ἤ με βελτίωσιν ἢ μὴ αὐτῆς. (577, 1621, 819, 1712)
rate-row (28, 561, 301, 573)
rate-label: Νον. Γαλλίας (159, 561, 252, 573)
pennies-item: — Οἱ λησταὶ ἐκαλοῦντο ἐξακολουθοῦν ἀκόμη νὰ λυμαίνωνται τὰς ἐπαρχίας. (28, 1531, 301, 1561)
rate-row (28, 549, 301, 562)
ad-line: ΛΑΙΜΟΔΕΤΑΣ-ΦΩΚΟΛ-ΜΑΝΙΚΕΤΙΑ (320, 1800, 558, 1815)
paragraph: Ὁ ὑπουργὸς τῶν Ἐξωτερικῶν κ. Σκουλούδης διέψευσε χθὲς τὸ γραφὲν περὶ ἐκδόσεως τοῦ Ἰραδὲ τοῦ ὁποίου ὅτι ἐξεδόθη ἡ χυρῶν τοὺς ὅρους τῆς προκαταρκτικῆς εἰρήνης ἰραδές, διότι τὸ μέτρον τοῦτο προϋποθέτει τὴν γνῶσιν τῶν ὅρων τούτων τοὺς δὲν εἶχον εἶσεν καθορισθῇ. (836, 1260, 1098, 1382)
article-heading: Ο ΕΛΕΓΧΟΣ (644, 1726, 752, 1746)
rate-label: Ἡπειρο-Θεσ. (30, 610, 98, 624)
article-heading: ΤΑ ΑΙΤΗΜΑΤΑ ΤΗΣ ΚΥΒΕΡΝΗΣΕΩΣ (882, 1395, 1052, 1433)
ad-line: ΓΑΝΤΙΑ-ΜΠΑΣΤΟΥΝΙΑ (362, 1816, 516, 1832)
paragraph: Δίαιτα κατὰ πάντας τοὺς κανόνας τῆς ὑγιεινῆς ἐν ἄνεσει κατάλληλος καὶ ἀνάπαυσις καὶ ἐργασία ἐπιβλεπομένη διὰ τοὺς ἐσωτερικούς, ἡ μόρφωσις ἐνεργεῖται κατὰ τὴν φιλότιμον καὶ ἀρμονικὴν ἀνάπτυξιν τοῦ σώματος καὶ τοῦ πνεύματος τῶν μαθητῶν. (1115, 291, 1431, 382)
article-subheading: ΤΙ ΕΙΠΕΝ Ο κ. ΣΚΟΥΛΟΥΔΗΣ (593, 1751, 803, 1767)
paragraph: Κατὰ τὸ αὐτὸ τηλεγράφημα αἱ ἐν Βόλῳ τουρκικαὶ ἀρχαὶ ἀπηγόρευσαν τὴν παλινόστησιν τῶν προσφύγων. (836, 617, 1098, 662)
pennies-heading: ΠΕΝΝΙΕΣ (70, 1107, 259, 1144)
ad-line: ΕΙΣ ΤΟ ΚΑΤΑΣΤΗΜΑ (358, 1875, 520, 1893)
rate-label (159, 636, 252, 649)
classified-ad: Πωλεῖται ἐν Σαλαμῖνι τελείως ἐπιπλωμένη οἰκία μετὰ κήπου καὶ ἀγορὰς ἔσοδα, ἐκ τῆς ὁποίας ἀπορρέει συναρμονίζεται τὸ σχετικὸν πάσης πληροφορίας παρὰ τῷ κ. Ἰωάννῃ Καπετάκον. (836, 1667, 1098, 1758)
calendar-line: ΠΑΡΑΣΚΕΥΗ 5 Σεπτεμβρίου.—Ἀνατολὴ ἡλίου ὥρα 5 λ. 40.—Δύσις ὥρα 6 λ. 7. (28, 106, 301, 136)
rate-value (252, 636, 301, 649)
news-item: Ὁ ἐπὶ τῶν Ἐξωτερικῶν ὑπουργὸς κ. Σκουλούδης παρέμεινεν χθὲς οἴκοι ἐνεκεν ἐλαφρᾶς ἀδιαθεσίας. (28, 695, 301, 740)
paragraph: Ἤδη οἱ ἐν Κων)πόλει πρεσβευταὶ ἔμειναν σύμφωνοι ἀποδεχθέντες τὸ σχέδιον τῆς συμβάσεως τὸ ὁποῖον ἐπρότεινε ὁ κ. Κάλις, καὶ ἀναμένουσι τὰς ὁδηγίας τῶν κυβερνήσεών των, καθ' ἃς θὰ ἐπιτευχθῇ ἡ συμφωνία. Αἱ ὁδηγίαι ἐπισυναντᾶται ὅτι ἐκ τῶν Ἐξωτερικῶν ὑπουργῶν τῆς Τουρκίας τῷ Τεσχίρ πασᾷ. (577, 590, 819, 743)
pennies-item: — Εἰς τὴν Δωρίδα ὅμως ἀπηλλάγησαν πρὸ τινων ἡμερῶν ἀπὸ τὸν διαβόητον Ἀονιθηρὴν ἡ Τουρκάκην. (28, 1715, 301, 1761)
paragraph: Γίγνεται γνωστὸν τοῖς γονεῦσι καὶ κηδεμόσιν ὅτι αἱ ἐγγραφαὶ ἤρξαντο τῇ 16ῃ τ. μ. καὶ ἐξακολουθοῦσιν καθ' ἑκάστην ἀπὸ τῆς 7 – 10 καὶ ἀπὸ τῆς 3—5 μ. μ. Τὸ Λύκειον περιλαμβάνει «Νηπιαγωγεῖον» (ἀρρένων καὶ θηλέων), «Δημοτικὸν» καὶ «Ἑλληνικὸν Σχολεῖον» καὶ «Γυμνάσιον» (ἐντελὲς καὶ ἀνεγνωρισμένον). Δέχεται οἰκοτρόφους, ἡμιοτρόφους καὶ ἐξωτερικούς. Ἐν τῷ Λυκείῳ διδάσκονται πλὴν τῆς Γαλλικῆς καὶ Γερμανικῆς καὶ ἡ Ἀγγλικὴ γλῶσσα. Μαθηταὶ ἐξ ἐπαρχιῶν ἀποκλειστικῶς τρέφονται τελείας ἐκμανθάνει τὴν Γαλλικήν. (1115, 780, 1431, 964)
rate-row (28, 624, 301, 636)
paragraph: — Μάλιστα, κύριε, εἶμαι διδασκάλισσα...μάλιστα κύριε! τί ἄλλο κάμνω, παρὰ νὰ σᾶς διδάσκω μὲ τὴν Κυρίαν τῶν Καμελιῶν καὶ τὴν Μήδειαν; (318, 166, 560, 242)
rate-value: 166.— (122, 610, 157, 624)
rate-value: 42.— (129, 560, 157, 573)
paragraph: Ἡ ἀπόφασις αὕτη ἐλήφθη διότι ἡ Τουρκία οὐδεμίαν προέβαλεν ἀντίρρησιν ἀφ' οὗ ἀπέδειξε πάσαν ἐλπίδα ὅπως κρατήσῃ τὴν Θεσσαλίαν. (836, 124, 1098, 201)
pennies-item: — Ἄλλο γεῦμα προχθὲς εἰς τὸ ἀυστριακόν, ὅπου πρὸς τιμὴν τῶν τρυφερῶν μας ἀτθίδων! (28, 1148, 301, 1193)
ad-line: ΕΤΟΣ ΙΓ' (1239, 762, 1307, 780)
news-item: Ρωσσικὸν ἀτμόπλοιον μεταφέρον εἰς Σερβίαν ὅπλα καὶ πολεμεφόδια κατεσχέθη ἄγνωστον παρὰ τίνος. (28, 959, 301, 1005)
paragraph: Φαίνεται ὅτι ἐπέστη πλέον ἡ στιγμή, καθ' ἣν δυθήσεται πέρας εἰς τὴν ἐπὶ τέσσαρας ὁλοκλήρους μῆνας παρατεθεῖσαν ἐκκρεμότητα, χάρις εἰς τὰς παρελκύσεις τῆς Πύλης ἀφ' ἑνὸς καὶ ἐξ ἄλλου ἕνεκεν τῶν ἀντιζηλιῶν τῶν Μεγάλων Δυνάμεων αἵτινες ἐξ ἰδιοτελῶν σκοπῶν ὑποθέμενοι παρέτειναν ἐπὶ τόσον χρόνον ἀσκόπως τὰς διαπραγματεύσεις πρὸς ἀνυπολόγιστον ζημίαν καὶ ἡμῶν καὶ τῆς Τουρκίας. (577, 229, 819, 443)
paragraph: Ἐν συνόλῳ ἡ διάταξις τῆς ἐργασίας ἐν τῷ Λυκείῳ ἡμῶν θὰ ἀναπτύξῃ τὸ συναίσθημα τῆς εὐθύνης, τῆς ἐλευθερίας καὶ τῆς ἀνδρείας τῶν παίδων. (1115, 468, 1431, 528)
pennies-item: — Ὁ κ. Ζαχαρόπουλος εἶνε ὁ ποιητὴς τοῦ «Κομματάρχου» τοῦ ὡραίου ποιήματος τὸ ὁποῖον ἐδημοσιεύσαμεν εἰς ἀντιπρόκρισιν τοῦ περιοδεύοντος συντάκτου μας. (28, 1615, 301, 1676)
column-2: ται τί ν' ἀπαντήσῃ. — Ὁ ὑπάλληλος ἐρωτᾷ καὶ πάλιν: — Εἶσθε διδασκάλισσα; — Φρίκη! προχωρεῖ ἡ κ. Παρασκευοπούλου δύο βήματα καὶ ἀπαντᾷ: — Μάλιστα, κύριε, εἶμαι διδασκάλισσα...μάλιστα κύριε! τί ἄλλο κάμνω, παρὰ νὰ σᾶς διδάσκω μὲ τὴν Κυρίαν τῶν Καμελιῶν καὶ τὴν Μήδειαν; — Φανταθῆτε τὴν θέσιν τοῦ ἀτυχοῦς ὑπαλλήλου μετὰ τὴν πλάνην του. — Ἔσπευσε νὰ τὴν εἰσαγάγῃ γρήγορα εἰς τὸν κ. Εὐταξίαν. ΔΙΑΦΟΡΑ ΚΟΙΝΩΝΙΚΑ — Τὴν παρελθοῦσαν Κυριακὴν ἐτελέσθησαν ἐν στενῷ οἰκογενειακῷ κύκλῳ οἱ γάμοι τοῦ ἀνθυπολοχαγοῦ κ. Παντελεόντος Κατσίκα μετὰ τῆς ἀπὸ πολλῶν προτερημάτων κεκοσμημένης δεσποινίδος Ἑλίζης Γ. Ραχαβοπούλου. Παράνυμφος ἦν ὁ ἐπιθεωρητὴς τῶν Δημοσίων Ἔργων κ. Ἰωάν. Τζουρᾶς. ΔΙΑ ΤΟΝ κ. ΥΠΟΥΡΓΟΝ ΤΩΝ ΕΞΩΤΕΡΙΚΩΝ Ὁ ἐν Σαμψοῦντι προξενικὸς πράκτωρ κ. Παυλίδης ἔλαβε πρό τινος τὸ ἀναγκαῖον ἀνταπόκρισιν παρὰ τοῦ καθυστερουμένου κληρονόμου κ. Ἀντων. Ἀναγνωστοπούλου ἐκ δρχ. 1050 ὅπως τὰς μεταβιβάσῃ εἰς τὸ ὑπουργεῖον τῶν Ἐξωτερικῶν καὶ ἀπαλλαχθῇ ὁ καθυστερούμενος κληρονόμος ἐπειδὴ δυνάμει τοῦ νόμου πᾶσης περαιτέρω καταδιώξεως. Παρῆλθεν ὅμως ἔκτοτε διάστημα ἔτους καὶ ὁ κ. πράκτωρ οὐδὲν ἐνήργησε, κινδυνεύει δὲ ἤδη ὁ κ. Ἀναγνωστόπουλος νὰ χάσῃ τὸ δικαίωμα τοῦ ἀντισηκώματος καὶ συνεπῶς νὰ δυνάμενος νὰ ἐπιστρέψῃ εἰς τὴν Ἑλλάδα θ' ἀναγκασθῇ ν' ἀλλάξῃ ὑπηκοότητα. Παρακαλεῖται ὁ κ. Ὑπουργὸς νὰ ἐκκαθαρίσῃ τὸ ζήτημα. Ἐὰν ὅπως λήξῃ ταχέως ἡ ὑπόθεσις, διότι 9 ἀναγκασθῶμεν νὰ ἐκθέσωμεν ἐν πάσῃ λεπτομερείᾳ τὰ πράγματα πρὸς βλάβην βεβαίως τοῦ προξεν. πράκτορος κ. Παυλίδου. Δὲν ἀμφιβάλλομεν ὅμως ὅτι ὁ κ. Ὑπουργὸς ἀμέσως θὰ λάβῃ τὴν ὑποθέσιν θὰ δεχθῇ τὴν ἄμεσον λῆξιν αὐτῆς. * * * ΔΙΑΤΡΙΒΑΙ Ἀδικίαι ἐξετάσεων Ὅσοι γνωρίζουν πόσον ἐνθουσιωδῶς ἐπιμελήθησαν, πόσον ἐμοχθησαν ἐπὶ δύο ἔτη τὸ πλεῖστον τοῦ ἀγροτικοῦ κήπου τῆς Μαρίας Οἰκονομοπούλου, λαβοῦσα τὸ Μπασταρίσιον βραβεῖον ὅσοι τὸν ἐδιδάσκοντο καθ' ὅλον τὸ ἔτος τοῦτο εἰς τὸ Ἀρσάκειον, εἶδον πόσης βαθμοῦσιν εἰς τὰ μαθήματα, εἶνε ἀδύνατον νὰ μὴ ἀπορήσουν ὅτι εἰς τὰς διπλωματικὰς ἐξετάσεις ἐγένετο δευτεροβάθμια. Τὸ γεγονὸς τοῦτο ἐφανέρωσεν δὲν εἶνε μεμονωμένον ὅσον ἴδῃ κανεὶς τὰ πρακτικὰ τῶν ἐξετάσεων, ὅπου ἡ δεσποινὶς Οἰκονομοπούλου δὲν εἶνε εἰς ὅλα ἄξια τοῦ πρώτου βραβείου καὶ ὁ κ. Ἀασκαρίδου σημειοῖ ἀπέναντι τοῦ ὀνόματος τὸ ἐπισκύπτοντα μὲ ἀνεπιφυλάκτως ὅτι ἡ δεσποινὶς Οἰκονομοπούλου δὲν εἶνε ἄξια τοῦ πρώτου βραβείου. Καὶ ἡ χυρία αὕτη χαρακτηρίζει οὕτω μαθήτριαν τοῦ ὁποίου διακρίνεται ἐνταῦθα. Πάντως ἐν αὐτῷ ἐπὶ 18. ἐπανέλθωμεν, διότι κύριος ἦτο μὲ γράμματα. Ἀλλ' ἐκεῖνο οἱ ὁποῖοι θέλουν νὰ κτυπήσουν τὸ Ἀρσάκειον εἰς ὄφελος τῶν ἰδιωτικῶν Παρθεναγωγείων, ἐπιτρέπονται τὰ νὰ μὴ καλύπτουν ὅλοι τῶν συμφερόντων αὐτῶν καὶ πτωχὰς μαθήτριας. Ἀθῆναι 4 Ἰβρίου 1897 Α. ΟΙ. ΕΥΧΑΡΙΣΤΗΡΙΟΝ Ἀσθενήσασα βαρέως καὶ διατρέξασα τὸν ἔσχατον κίνδυνον ἐσώθην μόνον χάρις εἰς τὴν ἐξειδικευμένην φροντίδα ἣν ἔλαβεν ὑπὲρ ἐμοῦ ἡ εὐγενεστάτη κ. Ψύλλα, ταμίας τοῦ ὑπουργείου τῶν Οἰκονομικῶν, θεωρῶ δὲ χρέος μου ὅπως δι' αὐτὸ τῆς ἐκφράζω τὰ εἰλικρινῆ συγχαρητήρια μου. Βασιλική Πέτρου. ΟΣΤΙΣ ΘΕΛΕΙ ΝΑ ΠΡΟΜΗΘΕΥΘΗ ΛΑΙΜΟΔΕΤΑΣ-ΦΩΚΟΛ-ΜΑΝΙΚΕΤΙΑ ΓΑΝΤΙΑ-ΜΠΑΣΤΟΥΝΙΑ ΜΟΝΟΝ ΕΙΣ ΤΟ ΚΑΤΑΣΤΗΜΑ ΔΙΑΣΙΤΟΥ ΚΑΙ Σας ΕΝΑΝΤΙ ΤΟΥ ΑΡΣΑΚΕΙΟΥ ΘΑ ΤΑ ΕΥΡΗ Φθηνά, στερεά καὶ κομψά Θ. Γ. ΧΑΛΚΩΜΑΤΑΣ 107 — ΟΔΟΣ ΑΙΟΛΟΥ — 107 Τὸ ἐπὶ τῆς ὁδοῦ Αἰόλου ἐμπορικὸν κατάστημα ὑφασμάτων τοῦ κυρίου ΘΕΟΦ. Γ. ΧΑΛΚΩΜΑΤΑ, ἐπλουτίσθη ἐφέτος μὲ μεγάλην ποικιλίαν ὑφασμάτων, τὰ ὁποῖα ἐξέλεξεν ἐκ τῶν καλλιτέρων ἐργοστασίων τῆς Ἀγγλίας, Σκωτίας καὶ Γαλλίας. Ἡ ἐκλογὴ τῶν πραγμάτων εἶνε θαυμασία καὶ ἔκτακτος εἰς φιλοκαλίαν, μὲ τὰς τιμὰς ἀσυναγωνίστους. Ποικιλίας καὶ μεταξωτῶν, αἱ δὲ τιμαὶ εὐθηναὶ καὶ ὡρισμέναι. Εἰδοποίησις Οἱ ἐπιθυμοῦντες νὰ πωλήσωσι χρυσᾶ καὶ ἀργυρᾶ σκεύη, ὡς καὶ παλαιοὺς λίθους πάσης ἀξίας, ἂς προσέλθωσι εἰς τὸ ἀρχαῖον κοσμηματοπωλεῖον τοῦ κ. Ἀλεξ. Χατζηγρηγορίου ἔναντι Θεάτρου Σουγγροῦ καὶ κάτωθι γραφείων «Νεολόγου» ἀριθ. 6. Ἐπίσης προμηθεύονται καὶ δάνεια ἐπ' αὐτῶν ἐπὶ μετρίῳ τόκῳ. (310, 59, 569, 2047)
advertisement-ostis (318, 1720, 560, 2008)
story-title: ΙΔΙΟΦΥΓΑ ΚΑΛΛΙΤΕΧΝΟΥ (1129, 1182, 1417, 1259)
news-item: Κατ' αὐτὰς θὰ λάβουν χώραν μεταβολαὶ τινες εἰς τὸ ἀνώτερον προσωπικὸν τῶν Νομαρχιῶν. (28, 844, 301, 890)
rate-label: Ἐθν. Πελοπ. (30, 573, 97, 586)
